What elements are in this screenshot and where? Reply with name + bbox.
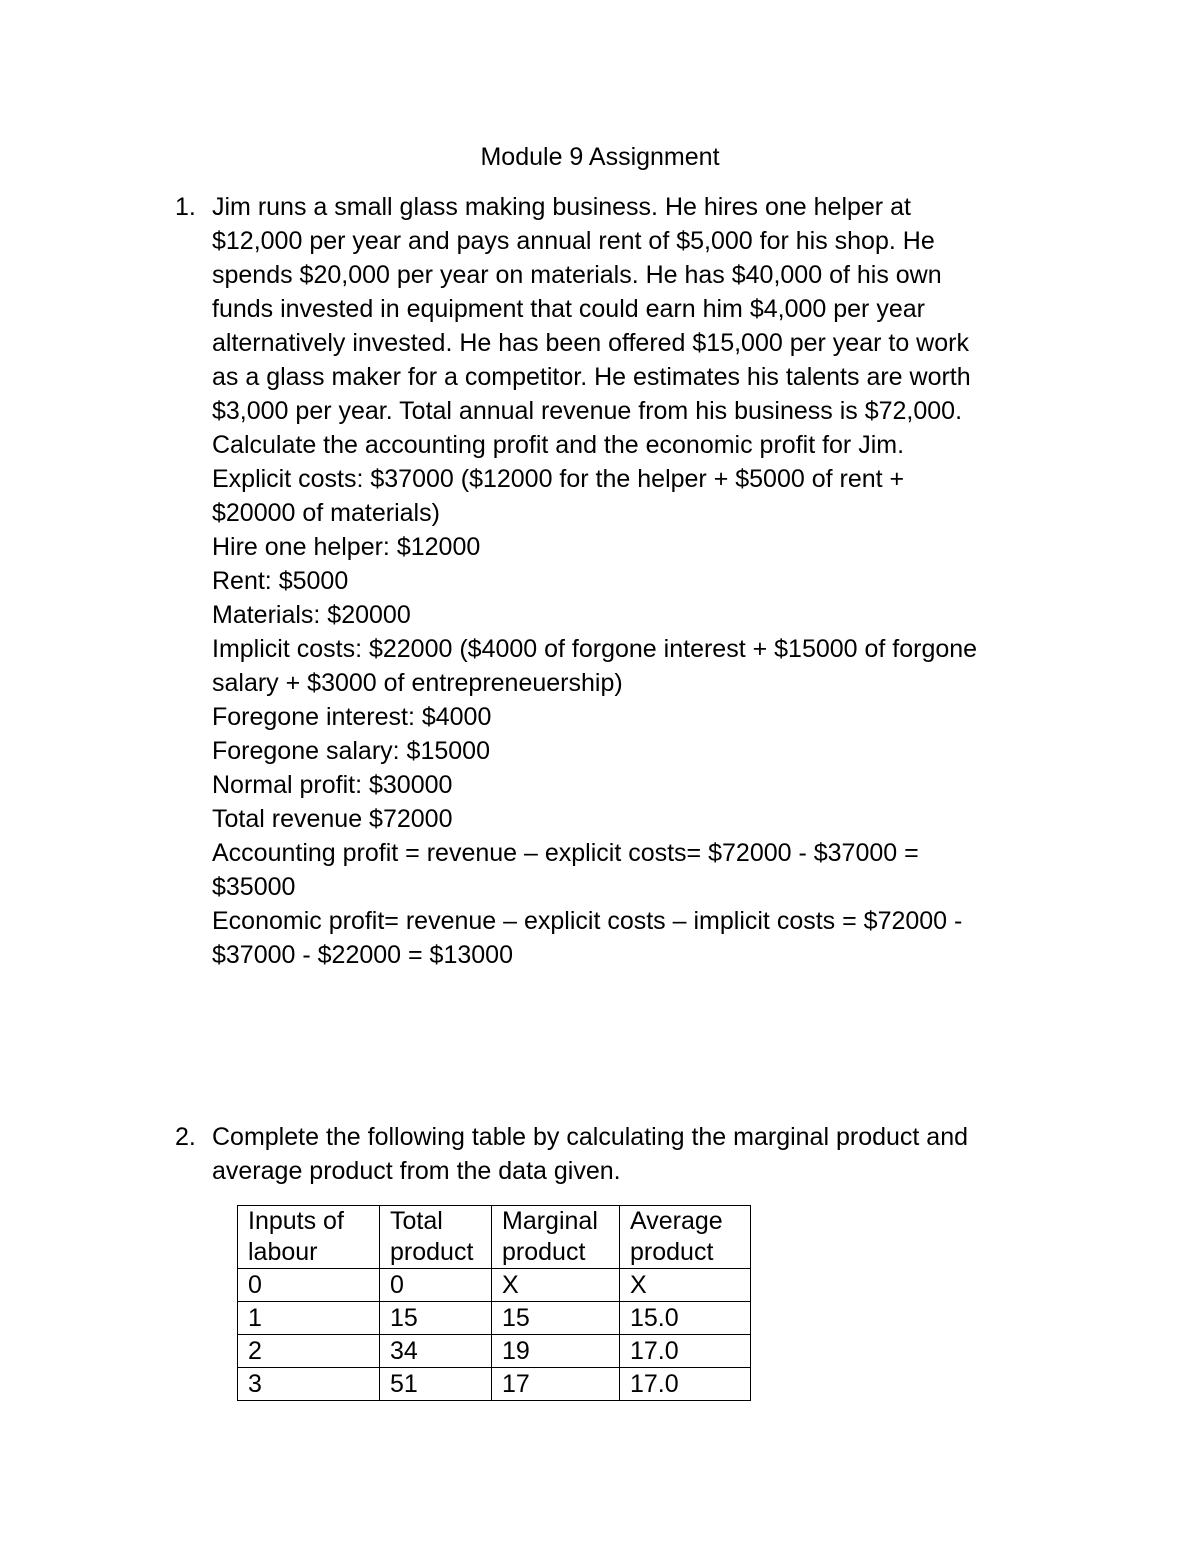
text-line: average product from the data given. xyxy=(212,1157,621,1185)
table-cell: 15 xyxy=(380,1302,492,1335)
table-row xyxy=(238,1335,751,1368)
text-line: Hire one helper: $12000 xyxy=(212,533,481,561)
header-text: product xyxy=(390,1238,474,1266)
table-cell: 1 xyxy=(238,1302,380,1335)
text-line: $37000 - $22000 = $13000 xyxy=(212,941,513,969)
table-row xyxy=(238,1269,751,1302)
column-header xyxy=(380,1206,492,1269)
question-2-text xyxy=(212,1120,968,1188)
text-line: Normal profit: $30000 xyxy=(212,771,453,799)
question-number: 1. xyxy=(175,193,196,221)
text-line: Total revenue $72000 xyxy=(212,805,453,833)
table-row xyxy=(238,1302,751,1335)
header-text: Average xyxy=(630,1207,723,1235)
text-line: Economic profit= revenue – explicit costs – implicit costs = $72000 - xyxy=(212,907,963,935)
header-text: Total xyxy=(390,1207,443,1235)
text-line: Jim runs a small glass making business. He hires one helper at xyxy=(212,193,911,221)
text-line: Accounting profit = revenue – explicit costs= $72000 - $37000 = xyxy=(212,839,919,867)
table-cell: 0 xyxy=(380,1269,492,1302)
text-line: $35000 xyxy=(212,873,296,901)
header-text: Marginal xyxy=(502,1207,598,1235)
text-line: Complete the following table by calculating the marginal product and xyxy=(212,1123,969,1151)
table-cell: X xyxy=(620,1269,751,1302)
text-line: $20000 of materials) xyxy=(212,499,440,527)
question-number: 2. xyxy=(175,1123,196,1151)
table-row xyxy=(238,1368,751,1401)
text-line: Explicit costs: $37000 ($12000 for the helper + $5000 of rent + xyxy=(212,465,905,493)
table-cell: 0 xyxy=(238,1269,380,1302)
table-cell: 51 xyxy=(380,1368,492,1401)
production-table xyxy=(237,1205,751,1401)
text-line: funds invested in equipment that could earn him $4,000 per year xyxy=(212,295,925,323)
column-header xyxy=(238,1206,380,1269)
header-text: Inputs of xyxy=(248,1207,344,1235)
table-cell: 15.0 xyxy=(620,1302,751,1335)
question-1-text xyxy=(212,190,977,972)
text-line: $3,000 per year. Total annual revenue from his business is $72,000. xyxy=(212,397,963,425)
table-cell: 2 xyxy=(238,1335,380,1368)
page-title: Module 9 Assignment xyxy=(480,143,720,171)
table-cell: 17.0 xyxy=(620,1368,751,1401)
table-cell: 19 xyxy=(492,1335,620,1368)
text-line: Materials: $20000 xyxy=(212,601,411,629)
table-cell: 3 xyxy=(238,1368,380,1401)
header-text: labour xyxy=(248,1238,318,1266)
header-text: product xyxy=(502,1238,586,1266)
text-line: alternatively invested. He has been offered $15,000 per year to work xyxy=(212,329,969,357)
text-line: as a glass maker for a competitor. He estimates his talents are worth xyxy=(212,363,971,391)
text-line: spends $20,000 per year on materials. He has $40,000 of his own xyxy=(212,261,942,289)
table-cell: 17 xyxy=(492,1368,620,1401)
text-line: salary + $3000 of entrepreneuership) xyxy=(212,669,623,697)
text-line: Rent: $5000 xyxy=(212,567,349,595)
column-header xyxy=(620,1206,751,1269)
text-line: Foregone salary: $15000 xyxy=(212,737,490,765)
table-cell: X xyxy=(492,1269,620,1302)
table-cell: 17.0 xyxy=(620,1335,751,1368)
text-line: $12,000 per year and pays annual rent of $5,000 for his shop. He xyxy=(212,227,935,255)
table-cell: 15 xyxy=(492,1302,620,1335)
table-cell: 34 xyxy=(380,1335,492,1368)
text-line: Calculate the accounting profit and the economic profit for Jim. xyxy=(212,431,905,459)
text-line: Foregone interest: $4000 xyxy=(212,703,492,731)
column-header xyxy=(492,1206,620,1269)
table-header-row xyxy=(238,1206,751,1269)
text-line: Implicit costs: $22000 ($4000 of forgone interest + $15000 of forgone xyxy=(212,635,978,663)
header-text: product xyxy=(630,1238,714,1266)
